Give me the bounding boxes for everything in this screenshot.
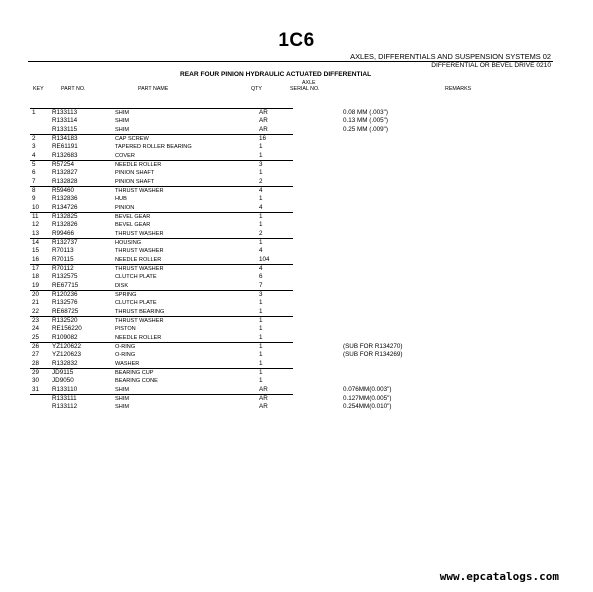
cell-key: 24 — [32, 325, 40, 333]
cell-part-no: RE68725 — [52, 307, 79, 315]
cell-key: 28 — [32, 359, 40, 367]
table-row — [30, 143, 293, 151]
cell-part-name: THRUST WASHER — [115, 230, 164, 237]
cell-key: 27 — [32, 351, 40, 359]
cell-remarks: 0.13 MM (.005") — [343, 117, 388, 125]
cell-part-name: SHIM — [115, 118, 129, 125]
cell-part-no: R70112 — [52, 264, 74, 272]
table-row — [30, 342, 403, 351]
subsection-heading: DIFFERENTIAL OR BEVEL DRIVE 0210 — [431, 62, 551, 69]
cell-qty: 1 — [259, 221, 263, 229]
table-row — [30, 282, 293, 290]
cell-qty: AR — [259, 109, 268, 116]
cell-remarks: (SUB FOR R134269) — [343, 351, 403, 359]
cell-qty: 4 — [259, 264, 263, 272]
table-row — [30, 160, 293, 169]
cell-part-no: R133111 — [52, 394, 77, 402]
table-row — [30, 247, 293, 255]
cell-part-name: PINION SHAFT — [115, 170, 155, 177]
cell-part-name: SHIM — [115, 126, 129, 133]
cell-qty: 104 — [259, 255, 270, 263]
column-header-remarks: REMARKS — [445, 86, 472, 92]
cell-key: 29 — [32, 368, 40, 376]
cell-remarks: (SUB FOR R134270) — [343, 342, 403, 350]
cell-qty: 1 — [259, 359, 263, 367]
cell-part-no: R133112 — [52, 403, 78, 411]
cell-part-no: R132826 — [52, 221, 78, 229]
cell-part-no: R133115 — [52, 125, 78, 133]
cell-part-name: THRUST WASHER — [115, 248, 164, 255]
table-row — [30, 360, 293, 368]
cell-part-name: COVER — [115, 152, 135, 159]
table-row — [30, 256, 293, 264]
cell-key: 13 — [32, 229, 40, 237]
table-row — [30, 385, 392, 394]
cell-part-no: R132825 — [52, 212, 78, 220]
cell-part-no: R132575 — [52, 273, 78, 281]
cell-key: 16 — [32, 255, 40, 263]
cell-qty: 4 — [259, 186, 263, 194]
cell-part-name: NEEDLE ROLLER — [115, 334, 162, 341]
cell-qty: AR — [259, 117, 268, 125]
cell-part-no: R132828 — [52, 177, 78, 185]
column-header-serial-no: SERIAL NO. — [290, 86, 320, 92]
cell-qty: AR — [259, 394, 268, 402]
table-row — [30, 308, 293, 316]
cell-qty: 1 — [259, 351, 263, 359]
cell-part-no: R133114 — [52, 117, 78, 125]
cell-key: 22 — [32, 307, 40, 315]
cell-qty: 1 — [259, 342, 263, 350]
cell-part-no: R57254 — [52, 160, 75, 168]
cell-key: 20 — [32, 290, 40, 298]
footer-website[interactable]: www.epcatalogs.com — [439, 570, 559, 583]
cell-part-name: BEVEL GEAR — [115, 213, 151, 220]
table-row — [30, 230, 293, 238]
cell-part-no: R132827 — [52, 169, 78, 177]
cell-part-no: R132683 — [52, 151, 78, 159]
cell-part-name: CAP SCREW — [115, 135, 149, 142]
cell-part-name: O-RING — [115, 352, 136, 359]
cell-key: 5 — [32, 160, 36, 168]
cell-part-no: R70113 — [52, 247, 74, 255]
cell-part-name: NEEDLE ROLLER — [115, 256, 162, 263]
cell-qty: 1 — [259, 316, 263, 324]
cell-key: 30 — [32, 377, 40, 385]
cell-key: 2 — [32, 134, 36, 142]
cell-remarks: 0.127MM(0.005") — [343, 394, 392, 402]
cell-part-no: R132832 — [52, 359, 78, 367]
cell-part-no: YZ120623 — [52, 351, 82, 359]
table-row — [30, 221, 293, 229]
parts-table — [30, 108, 403, 411]
cell-part-name: PINION — [115, 204, 135, 211]
cell-part-no: R133113 — [52, 109, 78, 116]
cell-qty: 1 — [259, 377, 263, 385]
cell-qty: AR — [259, 125, 268, 133]
cell-part-name: HOUSING — [115, 239, 142, 246]
table-row — [30, 195, 293, 203]
cell-key: 25 — [32, 333, 40, 341]
table-row — [30, 152, 293, 160]
table-row — [30, 273, 293, 281]
cell-part-name: THRUST WASHER — [115, 187, 164, 194]
cell-key: 6 — [32, 169, 36, 177]
cell-part-no: R132520 — [52, 316, 78, 324]
cell-remarks: 0.076MM(0.003") — [343, 385, 392, 393]
parts-list-title: REAR FOUR PINION HYDRAULIC ACTUATED DIFFERENTIAL — [180, 71, 372, 78]
table-row — [30, 186, 293, 195]
cell-qty: 1 — [259, 368, 263, 376]
cell-part-no: YZ120622 — [52, 342, 82, 350]
cell-key: 19 — [32, 281, 40, 289]
cell-part-no: RE67715 — [52, 281, 79, 289]
cell-part-no: R109082 — [52, 333, 78, 341]
cell-part-name: CLUTCH PLATE — [115, 274, 157, 281]
cell-part-name: SHIM — [115, 386, 129, 393]
cell-key: 18 — [32, 273, 40, 281]
cell-qty: 2 — [259, 177, 263, 185]
cell-qty: 1 — [259, 212, 263, 220]
table-row — [30, 212, 293, 221]
cell-part-no: JD9115 — [52, 368, 74, 376]
cell-part-name: PINION SHAFT — [115, 178, 155, 185]
table-row — [30, 117, 388, 125]
cell-part-name: SHIM — [115, 404, 129, 411]
cell-part-no: JD9050 — [52, 377, 74, 385]
cell-qty: 6 — [259, 273, 263, 281]
cell-qty: 4 — [259, 203, 263, 211]
cell-key: 23 — [32, 316, 40, 324]
table-row — [30, 351, 403, 359]
cell-part-no: R120236 — [52, 290, 78, 298]
cell-part-name: DISK — [115, 282, 129, 289]
cell-qty: 1 — [259, 143, 263, 151]
cell-remarks: 0.254MM(0.010") — [343, 403, 392, 411]
table-row — [30, 334, 293, 342]
cell-key: 17 — [32, 264, 40, 272]
cell-part-no: R134183 — [52, 134, 78, 142]
section-heading: AXLES, DIFFERENTIALS AND SUSPENSION SYSTEMS 02 — [350, 52, 551, 61]
table-row — [30, 134, 293, 143]
page-code: 1C6 — [278, 30, 315, 51]
cell-part-no: R59460 — [52, 186, 75, 194]
cell-part-no: R70115 — [52, 255, 74, 263]
cell-part-name: HUB — [115, 196, 127, 203]
cell-key: 1 — [32, 109, 36, 116]
cell-part-name: SHIM — [115, 395, 129, 402]
cell-key: 26 — [32, 342, 40, 350]
column-header-axle: AXLE — [302, 80, 316, 86]
table-row — [30, 264, 293, 273]
cell-key: 31 — [32, 385, 40, 393]
cell-part-name: BEARING CUP — [115, 369, 154, 376]
cell-part-no: R132836 — [52, 195, 78, 203]
cell-part-name: WASHER — [115, 360, 140, 367]
cell-part-name: SHIM — [115, 110, 129, 116]
table-row — [30, 290, 293, 299]
cell-key: 9 — [32, 195, 36, 203]
cell-remarks: 0.25 MM (.009") — [343, 125, 388, 133]
cell-key: 11 — [32, 212, 39, 220]
column-header-qty: QTY — [251, 86, 262, 92]
cell-key: 14 — [32, 238, 40, 246]
cell-key: 8 — [32, 186, 36, 194]
cell-qty: 1 — [259, 333, 263, 341]
cell-part-name: O-RING — [115, 343, 136, 350]
cell-part-no: R133110 — [52, 385, 78, 393]
cell-qty: 1 — [259, 238, 263, 246]
table-row — [30, 316, 293, 325]
cell-remarks: 0.08 MM (.003") — [343, 109, 388, 116]
table-row — [30, 394, 392, 403]
cell-key: 15 — [32, 247, 40, 255]
cell-key: 3 — [32, 143, 36, 151]
cell-part-no: R99466 — [52, 229, 75, 237]
cell-qty: 3 — [259, 290, 263, 298]
table-row — [30, 368, 293, 377]
cell-part-no: RE61191 — [52, 143, 78, 151]
cell-key: 12 — [32, 221, 40, 229]
table-row — [30, 108, 388, 117]
cell-key: 10 — [32, 203, 40, 211]
cell-qty: 7 — [259, 281, 263, 289]
cell-qty: 1 — [259, 169, 263, 177]
column-header-part-name: PART NAME — [138, 86, 169, 92]
cell-qty: 1 — [259, 325, 263, 333]
cell-part-name: BEVEL GEAR — [115, 222, 151, 229]
cell-part-no: RE156220 — [52, 325, 82, 333]
cell-part-name: THRUST WASHER — [115, 265, 164, 272]
column-header-key: KEY — [33, 86, 44, 92]
cell-part-name: SPRING — [115, 291, 137, 298]
table-row — [30, 299, 293, 307]
cell-part-name: CLUTCH PLATE — [115, 300, 157, 307]
cell-qty: 1 — [259, 299, 263, 307]
cell-part-no: R134726 — [52, 203, 78, 211]
cell-part-name: BEARING CONE — [115, 378, 158, 385]
cell-qty: 16 — [259, 134, 267, 142]
column-header-part-no: PART NO. — [61, 86, 86, 92]
cell-part-no: R132576 — [52, 299, 78, 307]
cell-qty: AR — [259, 403, 268, 411]
cell-part-no: R132737 — [52, 238, 78, 246]
table-row — [30, 169, 293, 177]
cell-qty: 1 — [259, 195, 263, 203]
cell-qty: 1 — [259, 307, 263, 315]
cell-key: 21 — [32, 299, 40, 307]
table-row — [30, 125, 388, 134]
cell-qty: AR — [259, 385, 268, 393]
cell-key: 7 — [32, 177, 36, 185]
table-row — [30, 178, 293, 186]
cell-part-name: NEEDLE ROLLER — [115, 161, 162, 168]
cell-part-name: THRUST WASHER — [115, 317, 164, 324]
table-row — [30, 377, 293, 385]
table-row — [30, 204, 293, 212]
cell-part-name: TAPERED ROLLER BEARING — [115, 144, 192, 151]
table-row — [30, 238, 293, 247]
cell-part-name: PISTON — [115, 326, 136, 333]
cell-part-name: THRUST BEARING — [115, 308, 165, 315]
cell-key: 4 — [32, 151, 36, 159]
cell-qty: 1 — [259, 151, 263, 159]
cell-qty: 4 — [259, 247, 263, 255]
cell-qty: 2 — [259, 229, 263, 237]
cell-qty: 3 — [259, 160, 263, 168]
table-row — [30, 403, 392, 411]
table-row — [30, 325, 293, 333]
